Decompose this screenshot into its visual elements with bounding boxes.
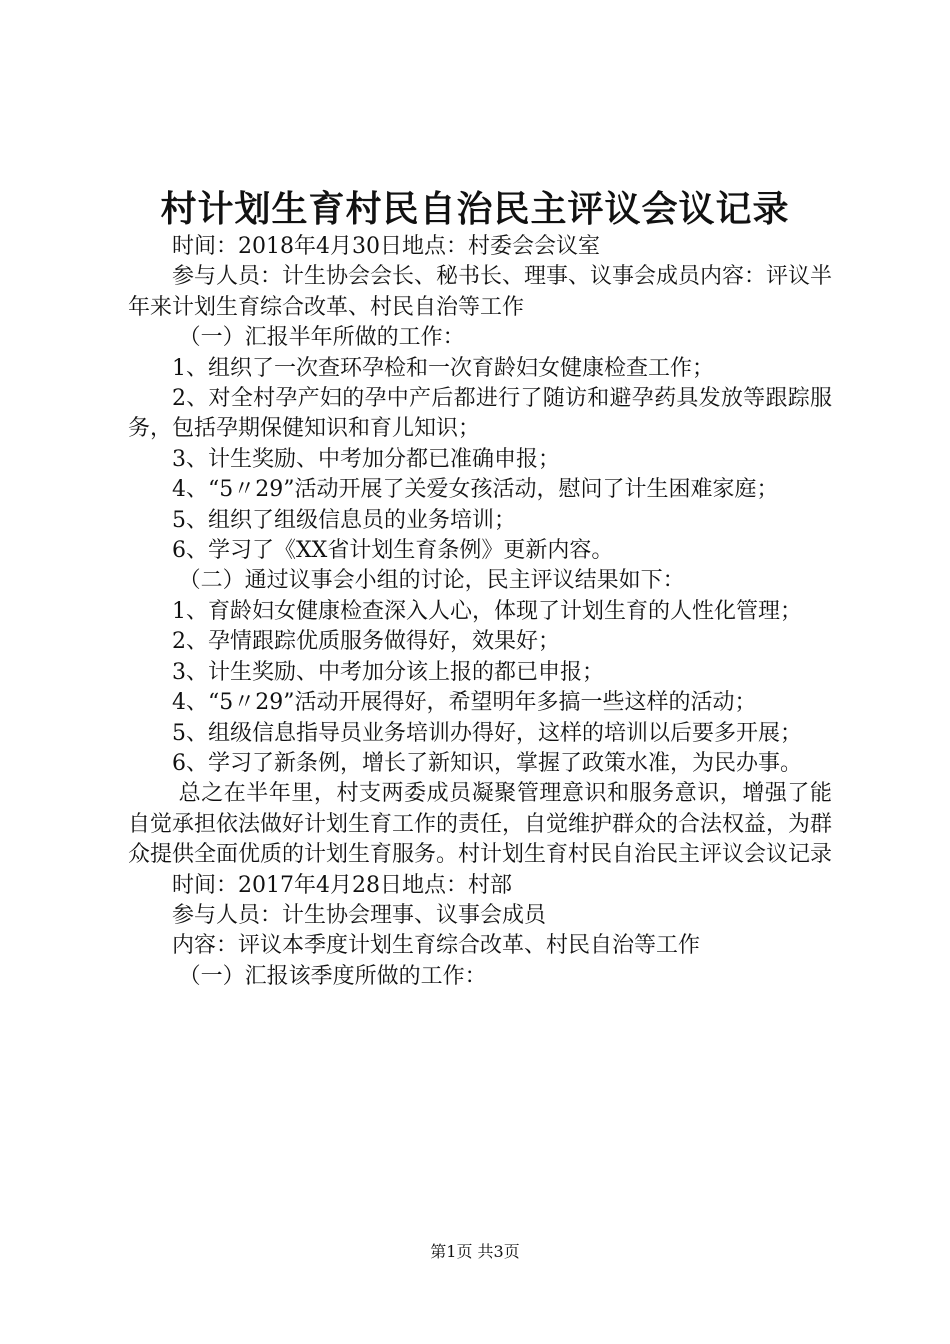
report-item-6: 6、学习了《XX省计划生育条例》更新内容。 — [172, 538, 614, 564]
section-heading-report: （一）汇报半年所做的工作： — [178, 325, 465, 351]
evaluation-item-6: 6、学习了新条例，增长了新知识，掌握了政策水准，为民办事。 — [172, 750, 802, 776]
report-item-3: 3、计生奖励、中考加分都已准确申报； — [172, 446, 560, 472]
evaluation-item-4: 4、“5〃29”活动开展得好，希望明年多搞一些这样的活动； — [172, 690, 757, 716]
summary-paragraph: 总之在半年里，村支两委成员凝聚管理意识和服务意识，增强了能自觉承担依法做好计划生育工作的责任，自觉维护群众的合法权益，为群众提供全面优质的计划生育服务。村计划生育村民自治民主评议会议记录 — [128, 781, 833, 868]
section-heading-quarter-report: （一）汇报该季度所做的工作： — [178, 963, 487, 989]
report-item-2: 2、对全村孕产妇的孕中产后都进行了随访和避孕药具发放等跟踪服务，包括孕期保健知识和育儿知识； — [128, 386, 832, 442]
evaluation-item-1: 1、育龄妇女健康检查深入人心，体现了计划生育的人性化管理； — [172, 598, 802, 624]
evaluation-item-5: 5、组级信息指导员业务培训办得好，这样的培训以后要多开展； — [172, 720, 802, 746]
evaluation-item-2: 2、孕情跟踪优质服务做得好，效果好； — [172, 629, 560, 655]
section-heading-evaluation: （二）通过议事会小组的讨论，民主评议结果如下： — [178, 568, 685, 594]
document-title: 村计划生育村民自治民主评议会议记录 — [160, 188, 790, 230]
document-body — [128, 232, 832, 992]
participants-2: 参与人员：计生协会理事、议事会成员 — [172, 902, 547, 928]
content-2: 内容：评议本季度计划生育综合改革、村民自治等工作 — [172, 933, 701, 959]
report-item-1: 1、组织了一次查环孕检和一次育龄妇女健康检查工作； — [172, 355, 714, 381]
meeting-time-2: 时间：2017年4月28日地点：村部 — [172, 872, 512, 898]
participants-and-content-1: 参与人员：计生协会会长、秘书长、理事、议事会成员内容：评议半年来计划生育综合改革、村民自治等工作 — [128, 264, 833, 320]
evaluation-item-3: 3、计生奖励、中考加分该上报的都已申报； — [172, 659, 604, 685]
page-footer: 第1页 共3页 — [430, 1242, 520, 1261]
meeting-time-1: 时间：2018年4月30日地点：村委会会议室 — [172, 234, 600, 259]
report-item-5: 5、组织了组级信息员的业务培训； — [172, 507, 516, 533]
report-item-4: 4、“5〃29”活动开展了关爱女孩活动，慰问了计生困难家庭； — [172, 477, 779, 503]
